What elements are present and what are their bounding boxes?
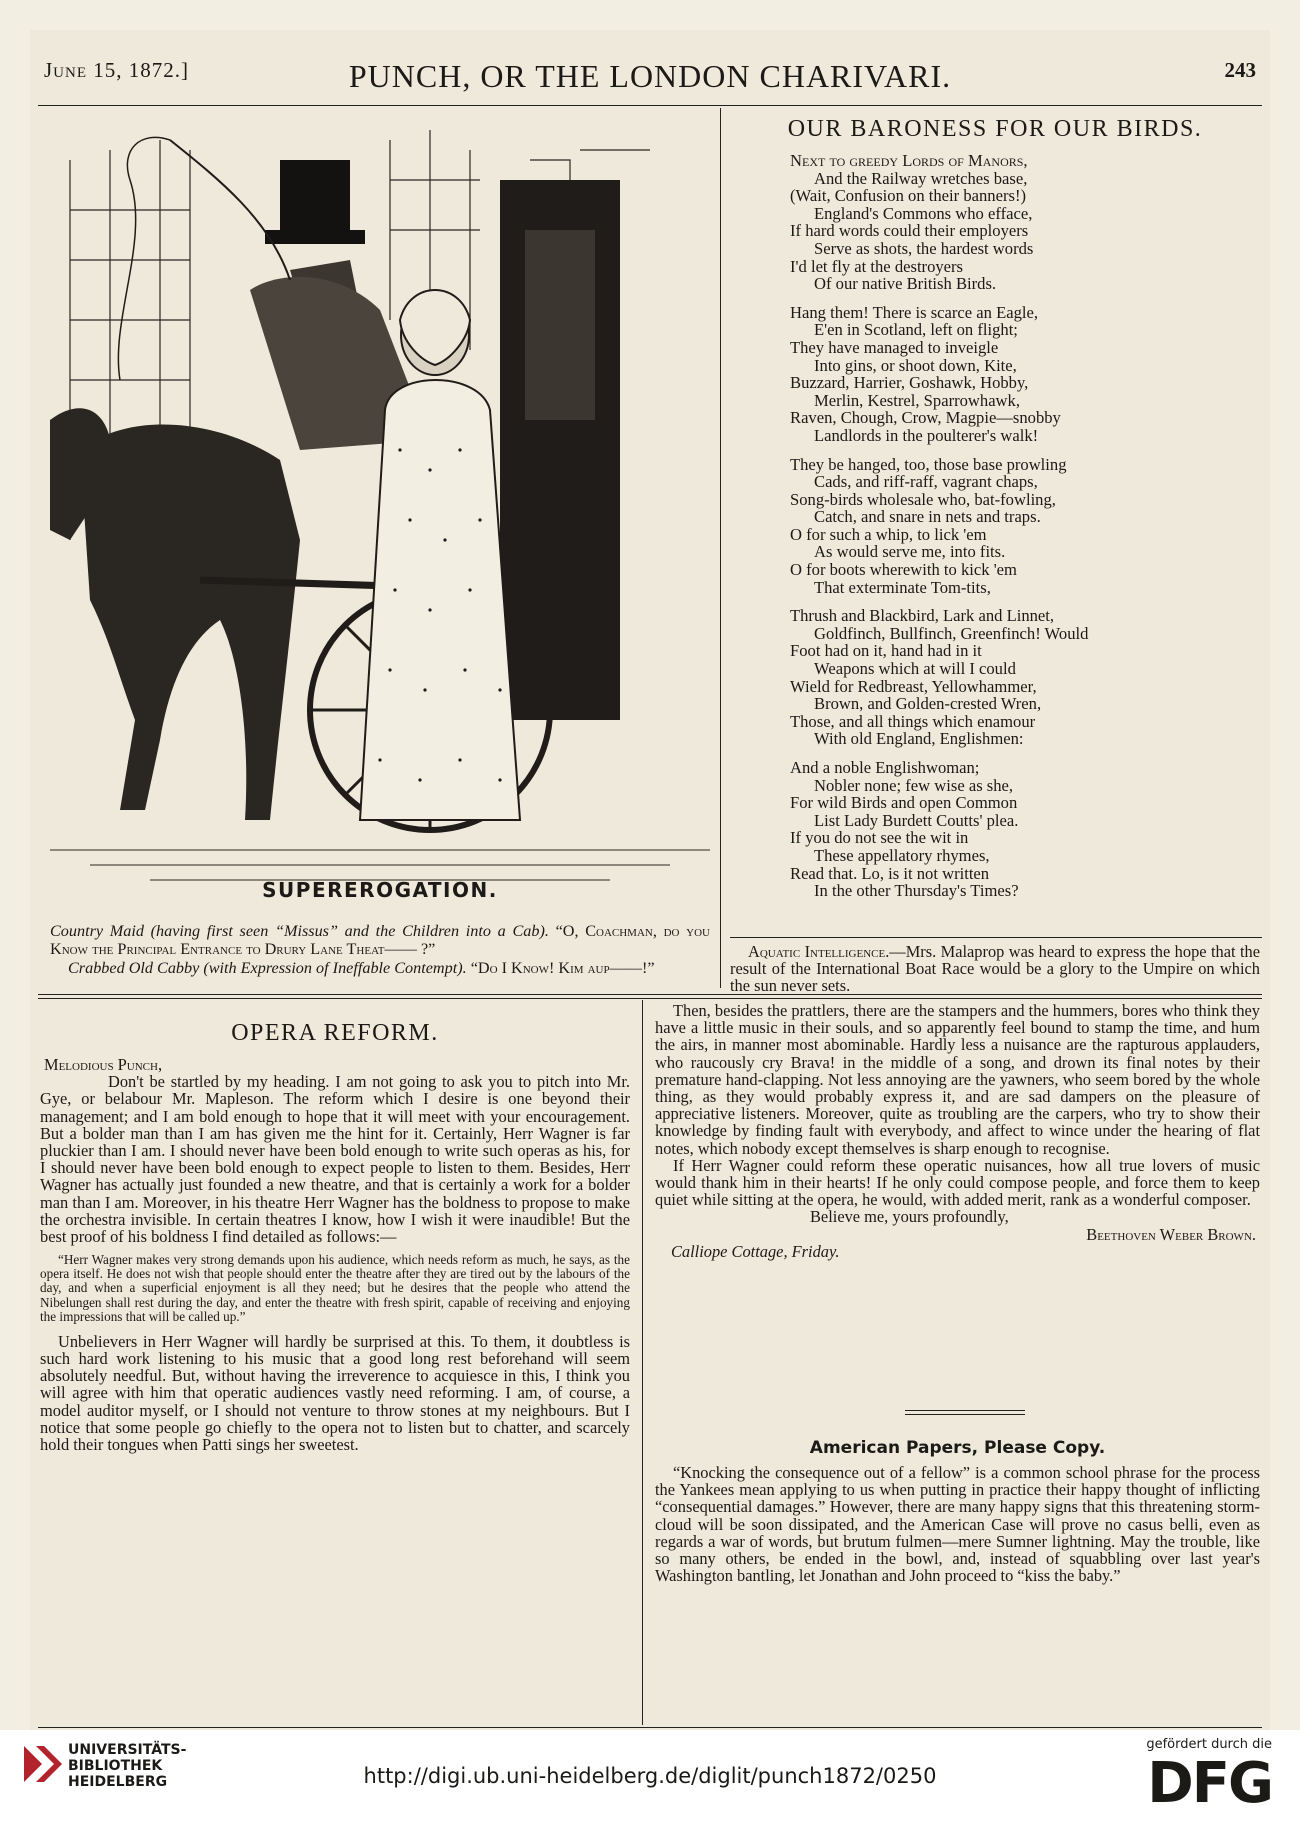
header-rule [38,105,1262,106]
poem-line: For wild Birds and open Common [790,793,1018,813]
opera-article-left [40,1056,630,1453]
column-divider-bottom [642,1000,643,1725]
aquatic-intelligence [730,943,1260,995]
caption-line-1 [50,922,710,959]
poem-line: Hang them! There is scarce an Eagle, [790,302,1039,322]
poem-line: O for such a whip, to lick 'em [790,524,987,544]
poem-line: Merlin, Kestrel, Sparrowhawk, [814,390,1020,410]
poem-stanza-2 [790,304,1250,445]
caption-line-2 [50,959,710,977]
header-date: June 15, 1872.] [44,58,189,82]
bottom-rule [38,1727,1262,1728]
poem-line: E'en in Scotland, left on flight; [814,320,1018,340]
american-article [655,1464,1260,1584]
caption-speaker-2: Crabbed Old Cabby (with Expression of Ineffable Contempt). [68,958,467,977]
library-name-line: UNIVERSITÄTS- [68,1742,187,1758]
aquatic-heading: Aquatic Intelligence. [748,942,890,961]
poem-line: Next to greedy Lords of Manors, [790,151,1028,170]
poem-line: Catch, and snare in nets and traps. [814,507,1041,527]
opera-paragraph-4: If Herr Wagner could reform these operatic nuisances, how all true lovers of music would thank him in their hearts! If he only could compose people, and force them to keep quiet while sitting at the opera, he would, with added merit, rank as a wonderful composer. [655,1155,1260,1210]
opera-place: Calliope Cottage, Friday. [671,1241,840,1261]
poem-line: With old England, Englishmen: [814,729,1024,749]
poem-line: Foot had on it, hand had in it [790,641,982,661]
poem-line: That exterminate Tom-tits, [814,577,991,597]
poem-line: Read that. Lo, is it not written [790,863,990,883]
poem-line: If you do not see the wit in [790,828,969,848]
poem-stanza-3 [790,456,1250,597]
poem-line: England's Commons who efface, [814,203,1033,223]
poem-line: Into gins, or shoot down, Kite, [814,355,1017,375]
poem-line: Weapons which at will I could [814,659,1016,679]
poem-line: Nobler none; few wise as she, [814,775,1014,795]
opera-signature: Beethoven Weber Brown. [1086,1224,1256,1244]
poem-line: (Wait, Confusion on their banners!) [790,186,1026,206]
poem-line: Those, and all things which enamour [790,711,1036,731]
opera-salutation: Melodious Punch, [44,1055,163,1074]
cartoon-caption [50,922,710,977]
poem-line: Wield for Redbreast, Yellowhammer, [790,676,1037,696]
poem-line: And a noble Englishwoman; [790,758,980,777]
poem-rule [730,937,1262,938]
poem-line: I'd let fly at the destroyers [790,256,964,276]
poem-line: Serve as shots, the hardest words [814,238,1034,258]
poem-line: And the Railway wretches base, [814,168,1028,188]
poem-line: Song-birds wholesale who, bat-fowling, [790,489,1056,509]
poem-stanza-1 [790,152,1250,293]
poem-line: They be hanged, too, those base prowling [790,454,1067,474]
header-page-number: 243 [1224,58,1256,82]
poem-line: Thrush and Blackbird, Lark and Linnet, [790,606,1055,626]
american-title: American Papers, Please Copy. [809,1438,1106,1458]
poem-line: In the other Thursday's Times? [814,881,1019,901]
cartoon-illustration [50,120,710,900]
poem-line: Buzzard, Harrier, Goshawk, Hobby, [790,373,1029,393]
poem-stanza-5 [790,759,1250,900]
american-rule-2 [905,1414,1025,1415]
poem-stanza-4 [790,607,1250,748]
poem-line: As would serve me, into fits. [814,542,1006,562]
newspaper-page [30,30,1270,1730]
poem-line: O for boots wherewith to kick 'em [790,560,1017,580]
poem-line: If hard words could their employers [790,221,1029,241]
opera-quote: “Herr Wagner makes very strong demands upon his audience, which needs reform as much, he says, as the opera itself. He does not wish that people should enter the theatre after they are tired out by the labours of the day, and when a superficial enjoyment is all they need; but he desires that the people who attend the Nibelungen shall rest during the day, and enter the theatre with fresh spirit, capable of receiving and enjoying the impressions that will be called up.” [40,1252,630,1324]
aquatic-text: —Mrs. Malaprop was heard to express the hope that the result of the International Boat Race would be a glory to the Umpire on which the sun never sets. [730,942,1260,996]
poem-line: Raven, Chough, Crow, Magpie—snobby [790,408,1061,428]
poem [790,152,1250,911]
cartoon-title: SUPEREROGATION. [262,878,498,902]
poem-line: Goldfinch, Bullfinch, Greenfinch! Would [814,623,1089,643]
poem-line: Brown, and Golden-crested Wren, [814,694,1042,714]
poem-line: Cads, and riff-raff, vagrant chaps, [814,472,1038,492]
opera-paragraph-2: Unbelievers in Herr Wagner will hardly be surprised at this. To them, it doubtless is such hard work listening to his music that a good long rest beforehand will seem absolutely needful. But, without having the irreverence to acquiesce in this, I think you will agree with him that operatic audiences vastly need reforming. I am, of course, a model auditor myself, or I should not venture to throw stones at my neighbours. But I notice that some people go chiefly to the opera not to listen but to chatter, and scarcely hold their tongues when Patti sings her sweetest. [40,1331,630,1454]
opera-paragraph-1: Don't be startled by my heading. I am not going to ask you to pitch into Mr. Gye, or belabour Mr. Mapleson. The reform which I desire is one beyond their management; and I am bold enough to hope that it will meet with your encouragement. But a bolder man than I am has given me the hint for it. Certainly, Herr Wagner is far pluckier than I am. I should never have been bold enough to write such operas as his, for I should never have been bold enough to expect people to listen to them. Besides, Herr Wagner has actually just founded a new theatre, and that is certainly a work for a bolder man than I am. Moreover, in his theatre Herr Wagner has the boldness to propose to make the orchestra invisible. In certain theatres I know, how I wish it were inaudible! But the best proof of his boldness I find detailed as follows:— [40,1072,630,1247]
poem-line: Landlords in the poulterer's walk! [814,425,1039,445]
source-url-link[interactable]: http://digi.ub.uni-heidelberg.de/diglit/punch1872/0250 [363,1764,937,1788]
caption-speech-1: “O, Coachman, do you Know the Principal Entrance to Drury Lane Theat—— ?” [50,922,711,959]
poem-line: Of our native British Birds. [814,274,997,294]
american-rule-1 [905,1410,1025,1411]
funding-label: gefördert durch die [1146,1737,1272,1752]
opera-title: OPERA REFORM. [231,1020,439,1046]
poem-title: OUR BARONESS FOR OUR BIRDS. [787,116,1203,142]
opera-closing: Believe me, yours profoundly, [810,1207,1009,1227]
section-rule-2 [38,998,1262,999]
column-divider-top [720,108,721,988]
aquatic-paragraph [730,943,1260,995]
library-name-line: BIBLIOTHEK [68,1758,163,1774]
library-name-line: HEIDELBERG [68,1774,168,1790]
opera-paragraph-3: Then, besides the prattlers, there are the stampers and the hummers, bores who think they have a little music in their souls, and so apparently feel bound to stamp the time, and hum the airs, in manner most abominable. Hardly less a nuisance are the rapturous applauders, who raucously cry Brava! in the middle of a song, and drown its final notes by their premature hand-clapping. Not less annoying are the yawners, who seem bored by the whole thing, as they would probably express it, and are sad dampers on the pleasure of appreciative listeners. Moreover, quite as troubling are the carpers, who try to show their knowledge by finding fault with everybody, and affect to wince under the hearing of flat notes, which nobody except themselves is sharp enough to recognise. [655,1001,1260,1158]
poem-line: List Lady Burdett Coutts' plea. [814,810,1019,830]
poem-line: They have managed to inveigle [790,337,999,357]
american-text: “Knocking the consequence out of a fellow” is a common school phrase for the process the Yankees mean applying to us when putting in practice their happy thought of inflicting “consequential damages.” However, there are many happy signs that this threatening storm-cloud will be soon dissipated, and the American Case will prove no casus belli, even as regards a war of words, but brutum fulmen—mere Sumner lightning. May the trouble, like so many others, be ended in the bowl, and, instead of squabbling over last year's Washington bantling, let Jonathan and John proceed to “kiss the baby.” [655,1463,1260,1586]
opera-article-right [655,1002,1260,1260]
caption-speech-2: “Do I Know! Kim aup——!” [470,958,655,977]
header-title: PUNCH, OR THE LONDON CHARIVARI. [348,58,952,94]
caption-speaker-1: Country Maid (having first seen “Missus” and the Children into a Cab). [50,922,549,940]
poem-line: These appellatory rhymes, [814,845,990,865]
dfg-logo: DFG [1147,1751,1272,1816]
section-rule-1 [38,994,1262,995]
